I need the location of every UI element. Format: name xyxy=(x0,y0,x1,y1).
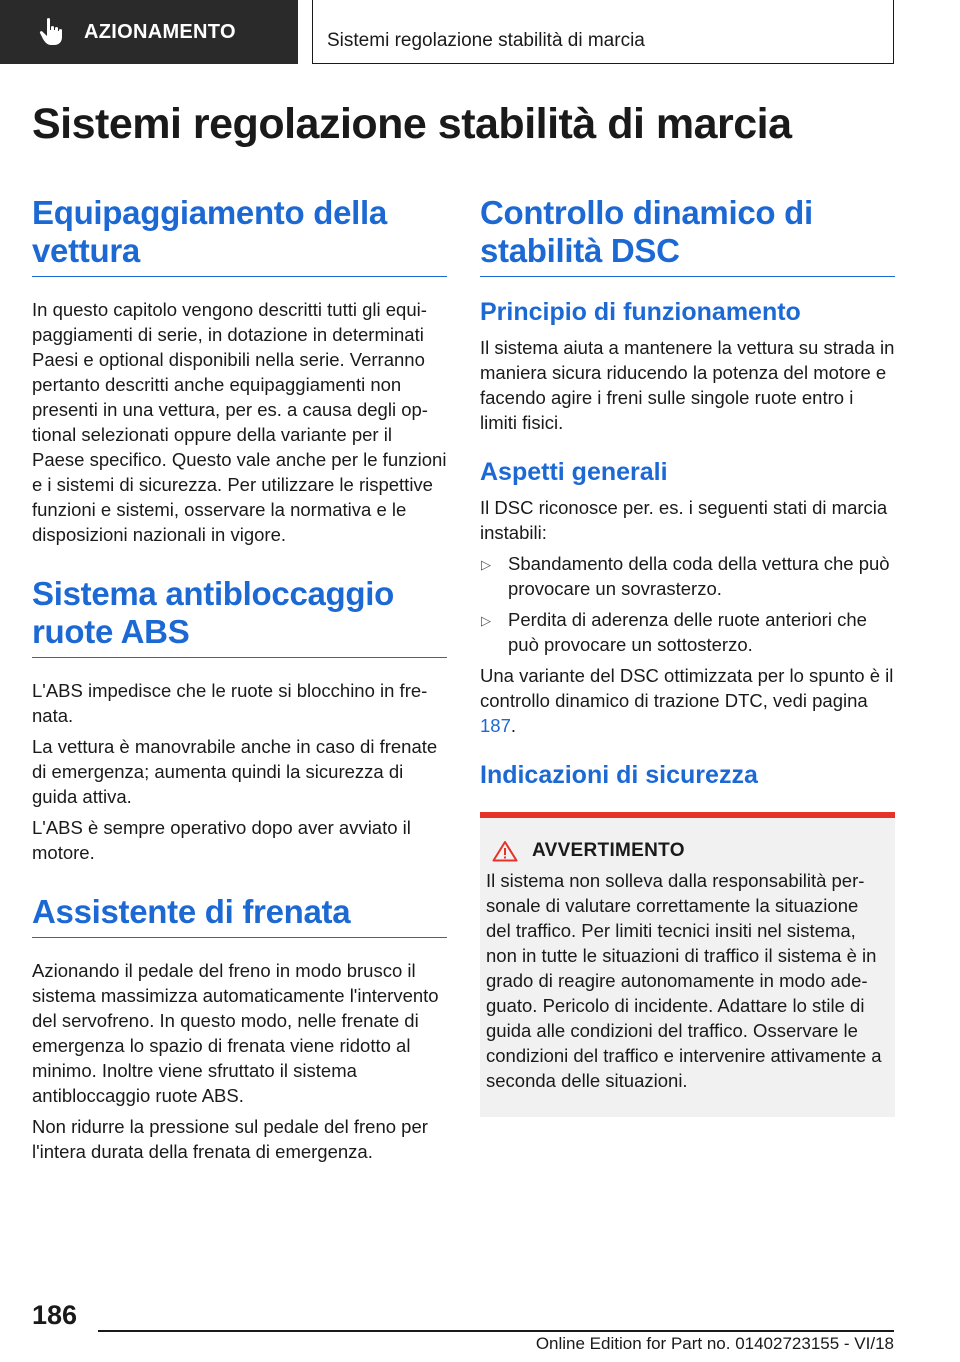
list-item: ▷ Perdita di aderenza delle ruote anteriori che può provocare un sottosterzo. xyxy=(481,609,867,655)
section-equipment xyxy=(32,194,447,547)
list-item: ▷ Sbandamento della coda della vettura che può provocare un sovrasterzo. xyxy=(481,553,890,599)
section-general xyxy=(480,457,895,738)
page-link[interactable]: 187 xyxy=(480,715,511,736)
principle-text: Il sistema aiuta a mantenere la vettura su strada in maniera sicura riducendo la potenza del motore e facendo agire i freni sulle singole ruote entro i limiti fisici. xyxy=(480,337,895,433)
warning-text: Il sistema non solleva dalla responsabilità personale di valutare correttamente la situazione del traffico. Per limiti tecnici insiti nel sistema, non in tutte le situazioni di traffico il sistema è in grado di reagire autonomamente in modo adeguato. Pericolo di incidente. Adattare lo stile di guida alle condizioni del traffico. Osservare le condizioni del traffico e intervenire attivamente a seconda delle situazioni. xyxy=(486,870,882,1091)
abs-heading: Sistema antibloccaggio ruote ABS xyxy=(32,575,447,658)
warning-triangle-icon xyxy=(492,840,518,862)
page-title: Sistemi regolazione stabilità di marcia xyxy=(32,100,792,148)
breadcrumb-label: Sistemi regolazione stabilità di marcia xyxy=(327,30,645,51)
section-brake-assist xyxy=(32,893,447,1164)
edition-label: Online Edition for Part no. 01402723155 - VI/18 xyxy=(535,1334,894,1353)
dtc-reference-text: Una variante del DSC ottimizzata per lo spunto è il controllo dinamico di trazione DTC, vedi pagina 187. xyxy=(480,665,894,736)
general-intro: Il DSC riconosce per. es. i seguenti stati di marcia instabili: xyxy=(480,497,888,543)
triangle-bullet-icon: ▷ xyxy=(481,557,491,572)
equipment-heading: Equipaggiamento della vettura xyxy=(32,194,447,277)
abs-text-3: L'ABS è sempre operativo dopo aver avviato il motore. xyxy=(32,817,411,863)
general-heading: Aspetti generali xyxy=(480,458,668,486)
brake-assist-heading: Assistente di frenata xyxy=(32,893,447,938)
right-column xyxy=(480,194,895,1139)
warning-title: AVVERTIMENTO xyxy=(532,840,685,861)
abs-text-1: L'ABS impedisce che le ruote si blocchino in frenata. xyxy=(32,680,428,726)
brake-assist-text-1: Azionando il pedale del freno in modo brusco il sistema massimizza automaticamente l'intervento del servofreno. In questo modo, nelle frenate di emergenza lo spazio di frenata viene ridotto al minimo. Inoltre viene sfruttato il sistema antibloccaggio ruote ABS. xyxy=(32,960,439,1106)
section-tab-label: AZIONAMENTO xyxy=(84,20,236,43)
breadcrumb xyxy=(312,0,894,64)
section-principle xyxy=(480,297,895,435)
equipment-text: In questo capitolo vengono descritti tutti gli equipaggiamenti di serie, in dotazione in determinati Paesi e optional disponibili nella serie. Verranno pertanto descritti anche equipaggiamenti non presenti in una vettura, per es. a causa degli optional selezionati oppure della variante per il Paese specifico. Questo vale anche per le funzioni e i sistemi di sicurezza. Per utilizzare le rispettive funzioni e sistemi, osservare la normativa e le disposizioni nazionali in vigore. xyxy=(32,299,447,545)
abs-text-2: La vettura è manovrabile anche in caso di frenate di emergenza; aumenta quindi la sicurezza di guida attiva. xyxy=(32,736,438,807)
page-number: 186 xyxy=(32,1300,78,1330)
brake-assist-text-2: Non ridurre la pressione sul pedale del freno per l'intera durata della frenata di emergenza. xyxy=(32,1116,428,1162)
dsc-heading: Controllo dinamico di stabilità DSC xyxy=(480,194,895,277)
triangle-bullet-icon: ▷ xyxy=(481,613,491,628)
footer-divider xyxy=(98,1330,894,1332)
principle-heading: Principio di funzionamento xyxy=(480,298,801,326)
unstable-states-list xyxy=(480,551,895,657)
safety-heading: Indicazioni di sicurezza xyxy=(480,761,758,789)
section-tab xyxy=(0,0,298,64)
pointing-hand-icon xyxy=(38,17,64,47)
warning-box xyxy=(480,812,895,1117)
section-abs xyxy=(32,575,447,865)
left-column xyxy=(32,194,447,1192)
section-safety xyxy=(480,760,895,1117)
